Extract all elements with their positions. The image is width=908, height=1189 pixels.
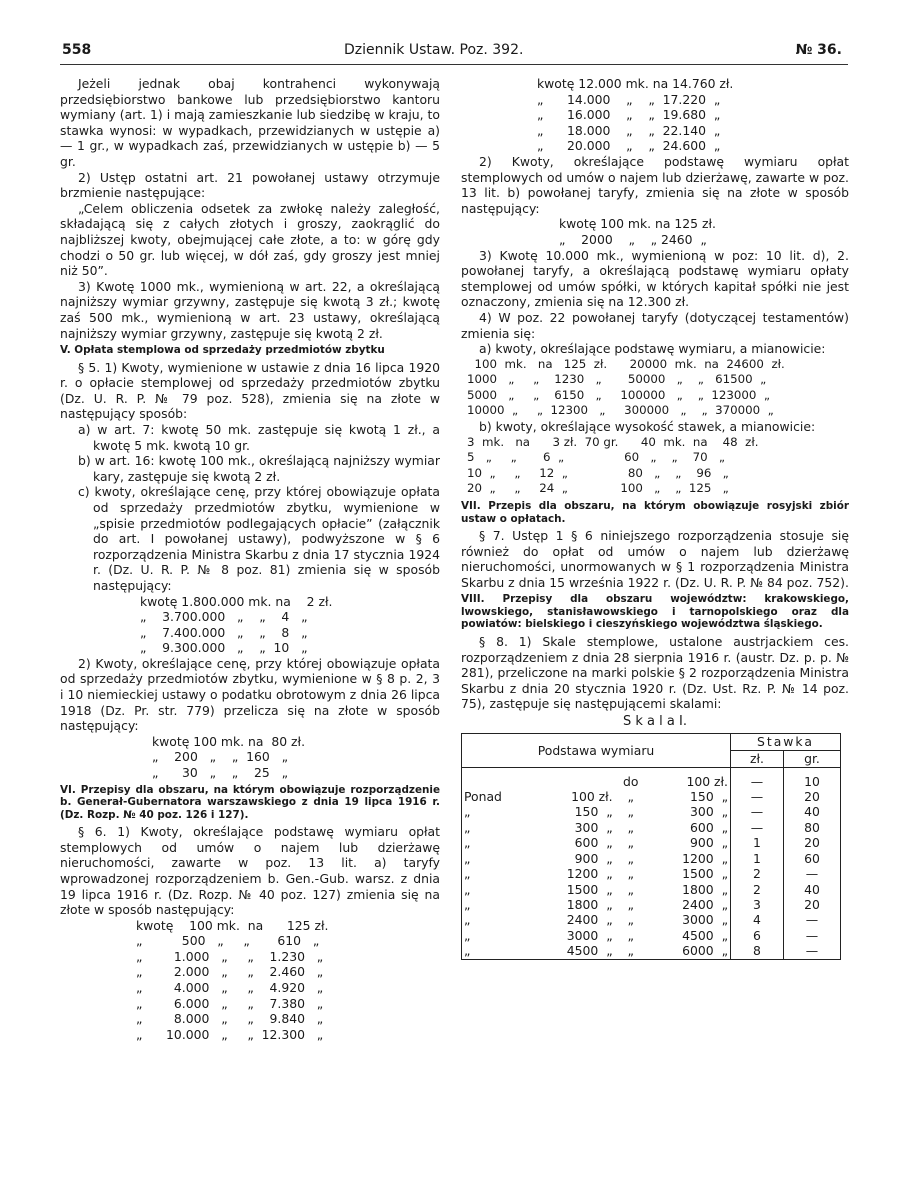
scale-table bbox=[461, 733, 841, 959]
column-header-zl: zł. bbox=[731, 751, 784, 768]
table-cell: 100 zł. bbox=[571, 789, 613, 805]
table-cell: 150 „ bbox=[574, 804, 613, 820]
table-cell: — bbox=[805, 927, 819, 943]
table-cell: 1200 „ bbox=[566, 866, 613, 882]
paragraph: Jeżeli jednak obaj kontrahenci wykonywają przedsiębiorstwo bankowe lub przedsiębiorstwo kantoru wymiany (art. 1) i mają zamieszkanie lub siedzibę w kraju, to stawka wynosi: w wypadkach, przewidzianych w ustępie a) — 1 gr., w wypadkach zaś, przewidzianych w ustępie b) — 5 gr. bbox=[60, 76, 440, 169]
amount-row: 5000 „ „ 6150 „ 100000 „ „ 123000 „ bbox=[467, 387, 771, 402]
table-cell: „ bbox=[464, 943, 471, 959]
table-row bbox=[462, 767, 841, 789]
right-column bbox=[461, 76, 849, 960]
table-row bbox=[462, 897, 841, 912]
table-cell: 20 bbox=[804, 835, 820, 851]
table-row bbox=[462, 943, 841, 959]
list-item: a) w art. 7: kwotę 50 mk. zastępuje się kwotą 1 zł., a kwotę 5 mk. kwotą 10 gr. bbox=[78, 421, 440, 453]
table-cell: — bbox=[731, 804, 784, 819]
amount-row: „ 2.000 „ „ 2.460 „ bbox=[136, 964, 324, 980]
amount-row: kwotę 1.800.000 mk. na 2 zł. bbox=[140, 593, 333, 609]
page-header bbox=[62, 42, 842, 62]
amount-grid bbox=[467, 357, 849, 419]
table-cell: „ bbox=[627, 896, 634, 912]
column-header-base: Podstawa wymiaru bbox=[462, 734, 731, 767]
table-cell: „ bbox=[627, 943, 634, 959]
amount-row: „ 14.000 „ „ 17.220 „ bbox=[537, 91, 721, 107]
table-cell: 20 bbox=[804, 896, 820, 912]
amount-row: „ 3.700.000 „ „ 4 „ bbox=[140, 609, 308, 625]
table-row bbox=[462, 882, 841, 897]
table-cell: 4500 „ bbox=[647, 928, 731, 943]
table-cell: 8 bbox=[731, 943, 784, 959]
table-cell: 1800 „ bbox=[566, 896, 613, 912]
amount-row: 1000 „ „ 1230 „ 50000 „ „ 61500 „ bbox=[467, 372, 767, 387]
list-item: b) w art. 16: kwotę 100 mk., określającą najniższy wymiar kary, zastępuje się kwotą 2 zł. bbox=[78, 453, 440, 484]
amount-row: „ 1.000 „ „ 1.230 „ bbox=[136, 948, 324, 964]
scale-title: S k a l a I. bbox=[623, 713, 687, 729]
table-cell: 600 „ bbox=[647, 820, 731, 835]
amount-row: 10000 „ „ 12300 „ 300000 „ „ 370000 „ bbox=[467, 403, 774, 418]
table-cell: „ bbox=[464, 835, 471, 851]
table-cell: 80 bbox=[804, 819, 820, 835]
paragraph: § 6. 1) Kwoty, określające podstawę wymiaru opłat stemplowych od umów o najem lub dzierżawę nieruchomości, zawarte w poz. 13 lit. a) taryfy wprowadzonej rozporządzeniem b. Gen.-Gub. warsz. z dnia 19 lipca 1916 r. (Dz. Rozp. № 40 poz. 127) zmienia się na złote w sposób następujący: bbox=[60, 824, 440, 918]
table-cell: „ bbox=[464, 850, 471, 866]
section-heading: VII. Przepis dla obszaru, na którym obowiązuje rosyjski zbiór ustaw o opłatach. bbox=[461, 500, 849, 525]
table-row bbox=[462, 912, 841, 927]
table-cell: 3 bbox=[731, 897, 784, 912]
paragraph: 3) Kwotę 10.000 mk., wymienioną w poz: 10 lit. d), 2. powołanej taryfy, a określającą podstawę wymiaru opłaty stemplowej od umów spółki, w których kapitał spółki nie jest oznaczony, zmienia się na 12.300 zł. bbox=[461, 247, 849, 310]
amount-row: „ 2000 „ „ 2460 „ bbox=[559, 231, 707, 247]
table-cell: „ bbox=[627, 819, 634, 835]
table-cell: „ bbox=[627, 912, 634, 928]
table-cell: — bbox=[731, 767, 784, 789]
table-cell: — bbox=[805, 943, 819, 959]
table-cell: 2400 „ bbox=[647, 897, 731, 912]
paragraph: § 5. 1) Kwoty, wymienione w ustawie z dnia 16 lipca 1920 r. o opłacie stemplowej od sprzedaży przedmiotów zbytku (Dz. U. R. P. № 79 poz. 528), zmienia się na złote w następujący sposób: bbox=[60, 359, 440, 422]
table-cell: 300 „ bbox=[574, 819, 613, 835]
table-cell: „ bbox=[627, 927, 634, 943]
page-number: 558 bbox=[62, 42, 92, 58]
table-cell: do bbox=[623, 773, 639, 789]
table-cell bbox=[532, 767, 615, 789]
paragraph: § 8. 1) Skale stemplowe, ustalone austrjackiem ces. rozporządzeniem z dnia 28 sierpnia 1916 r. (austr. Dz. p. p. № 281), przeliczone na marki polskie § 2 rozporządzenia Ministra Skarbu z dnia 20 stycznia 1920 r. (Dz. Ust. Rz. P. № 14 poz. 75), zastępuje się następującemi skalami: bbox=[461, 633, 849, 712]
table-cell: 20 bbox=[804, 789, 820, 805]
table-cell: „ bbox=[464, 927, 471, 943]
table-cell: „ bbox=[464, 881, 471, 897]
table-cell: 100 zł. bbox=[647, 767, 731, 789]
table-row bbox=[462, 851, 841, 866]
column-header-rate: Stawka bbox=[731, 734, 841, 751]
amount-row: „ 9.300.000 „ „ 10 „ bbox=[140, 640, 308, 656]
paragraph: 2) Ustęp ostatni art. 21 powołanej ustawy otrzymuje brzmienie następujące: bbox=[60, 169, 440, 201]
header-rule bbox=[60, 64, 848, 65]
amount-row: kwotę 100 mk. na 125 zł. bbox=[559, 216, 716, 232]
amount-list bbox=[537, 76, 849, 154]
table-cell: „ bbox=[627, 789, 634, 805]
amount-list bbox=[140, 594, 440, 656]
table-cell: 600 „ bbox=[574, 835, 613, 851]
table-row bbox=[462, 789, 841, 804]
amount-list bbox=[559, 216, 849, 247]
amount-row: „ 10.000 „ „ 12.300 „ bbox=[136, 1026, 324, 1042]
table-cell: 3000 „ bbox=[647, 912, 731, 927]
table-cell: „ bbox=[627, 881, 634, 897]
table-cell: „ bbox=[464, 896, 471, 912]
table-cell: 1 bbox=[731, 835, 784, 850]
table-cell: 40 bbox=[804, 804, 820, 820]
amount-row: kwotę 12.000 mk. na 14.760 zł. bbox=[537, 76, 734, 91]
amount-row: „ 500 „ „ 610 „ bbox=[136, 933, 320, 949]
table-row bbox=[462, 835, 841, 850]
amount-row: „ 4.000 „ „ 4.920 „ bbox=[136, 980, 324, 996]
table-cell: „ bbox=[464, 866, 471, 882]
list-item: b) kwoty, określające wysokość stawek, a mianowicie: bbox=[479, 419, 816, 435]
paragraph: § 7. Ustęp 1 § 6 niniejszego rozporządzenia stosuje się również do opłat od umów o najem lub dzierżawę nieruchomości, unormowanych w § 1 rozporządzenia Ministra Skarbu z dnia 15 września 1922 r. (Dz. U. R. P. № 84 poz. 752). bbox=[461, 528, 849, 590]
amount-row: 5 „ „ 6 „ 60 „ „ 70 „ bbox=[467, 450, 725, 465]
table-cell: 4500 „ bbox=[566, 943, 613, 959]
list-item: c) kwoty, określające cenę, przy której obowiązuje opłata od sprzedaży przedmiotów zbytku, wymienione w „spisie przedmiotów podlegających opłacie” (załącznik do art. I powołanej ustawy), podwyższone w § 6 rozporządzenia Ministra Skarbu z dnia 17 stycznia 1924 r. (Dz. U. R. P. № 8 poz. 81) zmienia się w sposób następujący: bbox=[78, 484, 440, 593]
amount-row: „ 20.000 „ „ 24.600 „ bbox=[537, 138, 721, 154]
paragraph: 3) Kwotę 1000 mk., wymienioną w art. 22, a określającą najniższy wymiar grzywny, zastępuje się kwotą 3 zł.; kwotę zaś 500 mk., wymienioną w art. 23 ustawy, określającą najniższy wymiar grzywny, zastępuje się kwotą 2 zł. bbox=[60, 278, 440, 341]
section-heading: VIII. Przepisy dla obszaru województw: krakowskiego, lwowskiego, stanisławowskiego i tarnopolskiego oraz dla powiatów: bielskiego i cieszyńskiego województwa śląskiego. bbox=[461, 593, 849, 631]
table-cell: 2 bbox=[731, 882, 784, 897]
table-cell bbox=[462, 767, 532, 789]
amount-row: „ 16.000 „ „ 19.680 „ bbox=[537, 107, 721, 123]
table-cell: 900 „ bbox=[574, 850, 613, 866]
issue-number: № 36. bbox=[795, 42, 842, 58]
amount-row: „ 6.000 „ „ 7.380 „ bbox=[136, 995, 324, 1011]
journal-title: Dziennik Ustaw. Poz. 392. bbox=[344, 42, 524, 58]
amount-row: „ 8.000 „ „ 9.840 „ bbox=[136, 1011, 324, 1027]
table-cell: 6 bbox=[731, 928, 784, 943]
column-header-gr: gr. bbox=[784, 751, 841, 768]
table-cell: 1 bbox=[731, 851, 784, 866]
table-cell: 2 bbox=[731, 866, 784, 881]
table-cell: 3000 „ bbox=[566, 927, 613, 943]
table-cell: 300 „ bbox=[647, 804, 731, 819]
amount-row: kwotę 100 mk. na 125 zł. bbox=[136, 917, 329, 933]
table-cell: 1500 „ bbox=[647, 866, 731, 881]
table-cell: „ bbox=[464, 804, 471, 820]
amount-row: „ 30 „ „ 25 „ bbox=[152, 765, 288, 781]
table-cell: 40 bbox=[804, 881, 820, 897]
table-cell: 2400 „ bbox=[566, 912, 613, 928]
amount-row: 100 mk. na 125 zł. 20000 mk. na 24600 zł. bbox=[467, 356, 785, 371]
paragraph: 4) W poz. 22 powołanej taryfy (dotyczącej testamentów) zmienia się: bbox=[461, 309, 849, 341]
table-cell: 4 bbox=[731, 912, 784, 927]
amount-grid bbox=[467, 435, 849, 497]
table-cell: 1200 „ bbox=[647, 851, 731, 866]
list-item: a) kwoty, określające podstawę wymiaru, a mianowicie: bbox=[479, 341, 826, 357]
amount-row: 20 „ „ 24 „ 100 „ „ 125 „ bbox=[467, 481, 729, 496]
table-cell: — bbox=[805, 912, 819, 928]
paragraph: 2) Kwoty, określające cenę, przy której obowiązuje opłata od sprzedaży przedmiotów zbytku, wymienione w § 8 p. 2, 3 i 10 niemieckiej ustawy o podatku obrotowym z dnia 26 lipca 1918 (Dz. Pr. str. 779) przelicza się na złote w sposób następujący: bbox=[60, 655, 440, 734]
table-cell: „ bbox=[464, 819, 471, 835]
amount-row: „ 200 „ „ 160 „ bbox=[152, 749, 288, 765]
table-cell: „ bbox=[627, 804, 634, 820]
section-heading: V. Opłata stemplowa od sprzedaży przedmiotów zbytku bbox=[60, 344, 385, 357]
table-cell: Ponad bbox=[464, 789, 502, 805]
table-cell: 60 bbox=[804, 850, 820, 866]
table-cell: „ bbox=[627, 835, 634, 851]
section-heading: VI. Przepisy dla obszaru, na którym obowiązuje rozporządzenie b. Generał-Gubernatora warszawskiego z dnia 19 lipca 1916 r. (Dz. Rozp. № 40 poz. 126 i 127). bbox=[60, 783, 440, 821]
amount-row: „ 7.400.000 „ „ 8 „ bbox=[140, 624, 308, 640]
amount-row: kwotę 100 mk. na 80 zł. bbox=[152, 733, 306, 749]
table-row bbox=[462, 820, 841, 835]
scale-table-body bbox=[462, 767, 841, 959]
paragraph: „Celem obliczenia odsetek za zwłokę należy zaległość, składającą się z całych złotych i groszy, zaokrąglić do najbliższej kwoty, obejmującej całe złote, a to: w górę gdy chodzi o 50 gr. lub więcej, w dół zaś, gdy groszy jest mniej niż 50”. bbox=[60, 200, 440, 279]
amount-row: 3 mk. na 3 zł. 70 gr. 40 mk. na 48 zł. bbox=[467, 434, 759, 449]
table-cell: 1500 „ bbox=[566, 881, 613, 897]
table-row bbox=[462, 804, 841, 819]
amount-list bbox=[136, 918, 440, 1043]
table-cell: 150 „ bbox=[647, 789, 731, 804]
table-cell: — bbox=[805, 866, 819, 882]
table-cell: 6000 „ bbox=[647, 943, 731, 959]
amount-row: „ 18.000 „ „ 22.140 „ bbox=[537, 122, 721, 138]
table-cell: „ bbox=[627, 850, 634, 866]
table-cell: — bbox=[731, 789, 784, 804]
table-cell: „ bbox=[464, 912, 471, 928]
amount-row: 10 „ „ 12 „ 80 „ „ 96 „ bbox=[467, 465, 729, 480]
table-row bbox=[462, 866, 841, 881]
table-cell: — bbox=[731, 820, 784, 835]
left-column bbox=[60, 76, 440, 1042]
paragraph: 2) Kwoty, określające podstawę wymiaru opłat stemplowych od umów o najem lub dzierżawę, zawarte w poz. 13 lit. b) powołanej taryfy, zmienia się na złote w sposób następujący: bbox=[461, 153, 849, 216]
table-cell: 1800 „ bbox=[647, 882, 731, 897]
table-cell: 10 bbox=[804, 773, 820, 789]
table-cell: 900 „ bbox=[647, 835, 731, 850]
table-cell: „ bbox=[627, 866, 634, 882]
table-row bbox=[462, 928, 841, 943]
amount-list bbox=[152, 734, 440, 781]
